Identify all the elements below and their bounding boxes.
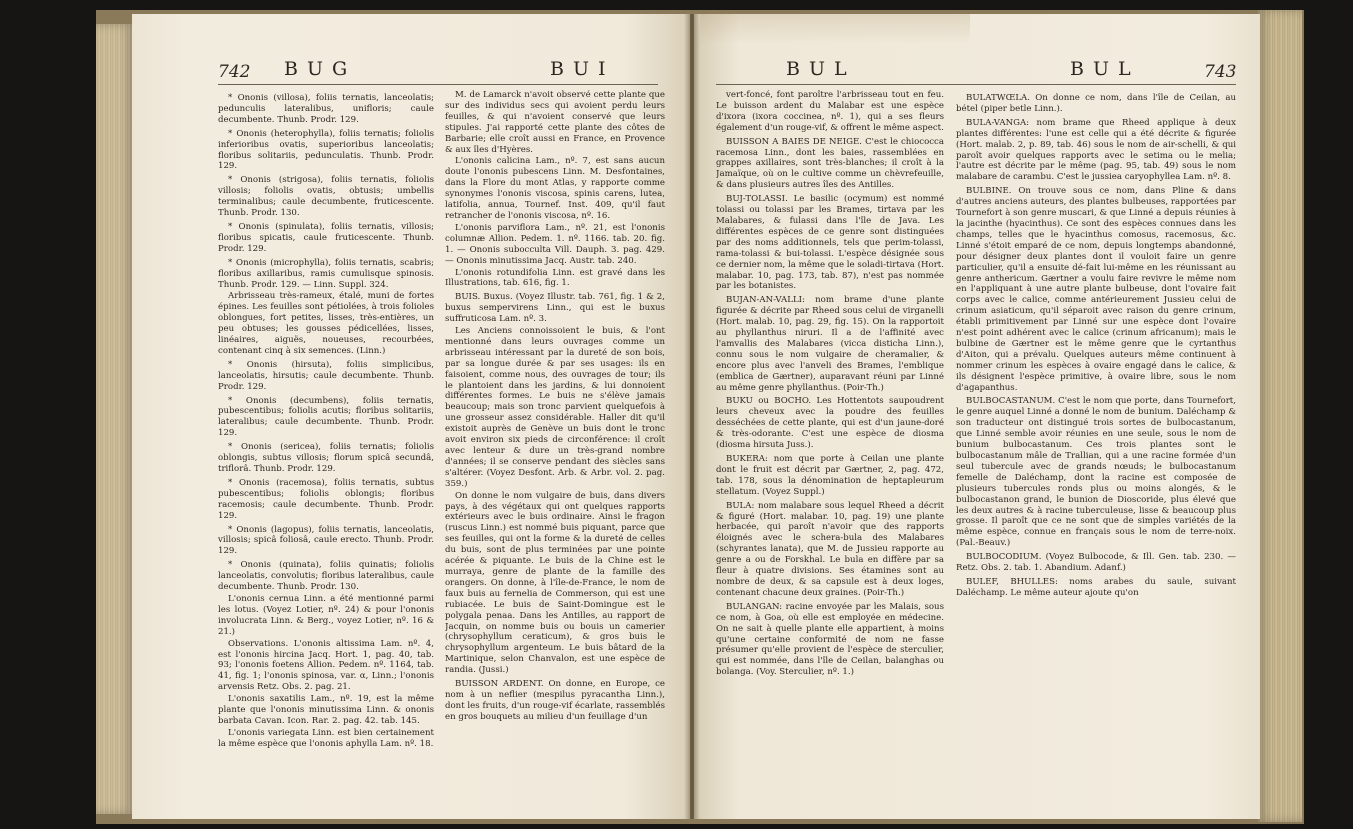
- book-gutter: [684, 14, 700, 819]
- left-page-column-2: [445, 90, 665, 815]
- paragraph: L'ononis saxatilis Lam., nº. 19, est la même plante que l'ononis minutissima Linn. & ononis barbata Cavan. Icon. Rar. 2. pag. 42. tab. 145.: [218, 694, 434, 726]
- paragraph: BULA: nom malabare sous lequel Rheed a décrit & figuré (Hort. malabar. 10, pag. 19) une plante herbacée, qui paroît n'avoir que des rapports éloignés avec le schera-bula des Malabares (schyrantes lanata), que M. de Jussieu rapporte au genre a ou de Forskhal. Le bula en diffère par sa fleur à quatre divisions. Ses étamines sont au nombre de deux, & sa capsule est à deux loges, contenant chacune deux graines. (Poir-Th.): [716, 500, 944, 598]
- paragraph: BULANGAN: racine envoyée par les Malais, sous ce nom, à Goa, où elle est employée en médecine. On ne sait à quelle plante elle appartient, à moins qu'une certaine conformité de nom ne fasse présumer qu'elle provient de l'espèce de sterculier, qui est nommée, dans l'île de Ceilan, balanghas ou bolanga. (Voy. Sterculier, nº. 1.): [716, 601, 944, 678]
- page-number-right: 743: [1204, 62, 1237, 82]
- paragraph: BUISSON ARDENT. On donne, en Europe, ce nom à un neflier (mespilus pyracantha Linn.), dont les fruits, d'un rouge-vif écarlate, rassemblés en gros bouquets au milieu d'un feuillage d'un: [445, 679, 665, 722]
- paragraph: Observations. L'ononis altissima Lam. nº. 4, est l'ononis hircina Jacq. Hort. 1, pag. 40, tab. 93; l'ononis foetens Allion. Pedem. nº. 1164, tab. 41, fig. 1; l'ononis spinosa, var. α, Linn.; l'ononis arvensis Retz. Obs. 2. pag. 21.: [218, 638, 434, 693]
- paragraph: * Ononis (spinulata), foliis ternatis, villosis; floribus spicatis, caule fruticescente. Thunb. Prodr. 129.: [218, 221, 434, 254]
- left-page-column-1: [218, 90, 434, 815]
- header-rule-right: [716, 84, 1236, 85]
- paragraph: BULEF, BHULLES: noms arabes du saule, suivant Daléchamp. Le même auteur ajoute qu'on: [956, 576, 1236, 598]
- running-header-left: BUG: [284, 58, 357, 80]
- right-page: [694, 14, 1260, 819]
- paragraph: BULBINE. On trouve sous ce nom, dans Pline & dans d'autres anciens auteurs, des plantes bulbeuses, rapportées par Tournefort à son genre muscari, & que Linné a depuis réunies à la jacinthe (hyacinthus). Ce sont des espèces connues dans les champs, telles que le hyacinthus comosus, racemosus, &c. Linné s'étoit emparé de ce nom, depuis longtemps abandonné, pour désigner deux plantes dont il vouloit faire un genre particulier, qu'il a ensuite dé-fait lui-même en les réunissant au genre anthericum. Gærtner a voulu faire revivre le même nom en l'appliquant à une autre plante bulbeuse, dont l'ovaire fait corps avec le calice, comme antérieurement Jussieu celui de crinum asiaticum, qu'il séparoit avec raison du genre crinum, établi primitivement par Linné sur une espèce dont l'ovaire n'est point adhérent avec le calice (crinum africanum); mais le bulbine de Gærtner est le même genre que le cyrtanthus d'Aiton, qui a prévalu. Quelques auteurs même continuent à nommer crinum les espèces à ovaire engagé dans le calice, & ils désignent l'espèce primitive, à ovaire libre, sous le nom d'agapanthus.: [956, 186, 1236, 393]
- paragraph: BUISSON A BAIES DE NEIGE. C'est le chiococca racemosa Linn., dont les baies, rassemblées en grappes axillaires, sont très-blanches; il croît à la Jamaïque, où on le cultive comme un chèvrefeuille, & dans plusieurs autres îles des Antilles.: [716, 136, 944, 191]
- right-page-column-2: [956, 90, 1236, 815]
- paragraph: vert-foncé, font paroître l'arbrisseau tout en feu. Le buisson ardent du Malabar est une espèce d'ixora (ixora coccinea, nº. 1), qui a ses fleurs également d'un rouge-vif, & offrent le même aspect.: [716, 90, 944, 133]
- paragraph: L'ononis cernua Linn. a été mentionné parmi les lotus. (Voyez Lotier, nº. 24) & pour l'ononis involucrata Linn. & Berg., voyez Lotier, nº. 16 & 21.): [218, 593, 434, 637]
- paragraph: BULA-VANGA: nom brame que Rheed applique à deux plantes différentes: l'une est celle qui a été décrite & figurée (Hort. malab. 2, p. 89, tab. 46) sous le nom de air-schelli, & qui paroît avoir quelques rapports avec le setima ou le melia; l'autre est décrite par le même (pag. 95, tab. 49) sous le nom malabare de carambu. C'est le jussiea caryophyllea Lam. nº. 8.: [956, 117, 1236, 183]
- paragraph: L'ononis variegata Linn. est bien certainement la même espèce que l'ononis aphylla Lam. nº. 18.: [218, 727, 434, 749]
- paragraph: * Ononis (strigosa), foliis ternatis, foliolis villosis; foliolis ovatis, obtusis; umbellis terminalibus; caule decumbente, fruticescente. Thunb. Prodr. 130.: [218, 175, 434, 219]
- paragraph: * Ononis (hirsuta), foliis simplicibus, lanceolatis, hirsutis; caule decumbente. Thunb. Prodr. 129.: [218, 359, 434, 392]
- paragraph: BUJAN-AN-VALLI: nom brame d'une plante figurée & décrite par Rheed sous celui de virganelli (Hort. malab. 10, pag. 29, fig. 15). On la rapportoit au phyllanthus niruri. Il a de l'affinité avec l'amvallis des Malabares (vicca disticha Linn.), connu sous le nom vulgaire de cheramalier, & encore plus avec l'anveli des Brames, l'emblique (emblica de Gærtner), auparavant réuni par Linné au même genre phyllanthus. (Poir-Th.): [716, 295, 944, 393]
- paragraph: * Ononis (quinata), foliis quinatis; foliolis lanceolatis, convolutis; floribus lateralibus, caule decumbente. Thunb. Prodr. 130.: [218, 560, 434, 593]
- left-page: [132, 14, 690, 819]
- paragraph: * Ononis (racemosa), foliis ternatis, subtus pubescentibus; foliolis oblongis; floribus racemosis; caule decumbente. Thunb. Prodr. 129.: [218, 477, 434, 521]
- page-edges-right: [1258, 10, 1302, 822]
- paragraph: BUJ-TOLASSI. Le basilic (ocymum) est nommé tolassi ou tolassi par les Brames, tirtava par les Malabares, & fulassi dans l'île de Java. Les différentes espèces de ce genre sont distinguées par des noms additionnels, tels que perim-tolassi, rama-tolassi & bui-tolassi. L'espèce désignée sous ce dernier nom, la même que le soladi-tirtava (Hort. malabar. 10, pag. 173, tab. 87), n'est pas nommée par les botanistes.: [716, 194, 944, 292]
- paragraph: * Ononis (decumbens), foliis ternatis, pubescentibus; foliolis acutis; floribus solitariis, lateralibus; caule decumbente. Thunb. Prodr. 129.: [218, 395, 434, 439]
- paragraph: M. de Lamarck n'avoit observé cette plante que sur des individus secs qui avoient perdu leurs feuilles, & qui n'avoient conservé que leurs stipules. J'ai rapporté cette plante des côtes de Barbarie; elle croît aussi en France, en Provence & aux îles d'Hyères.: [445, 90, 665, 155]
- paragraph: BULBOCODIUM. (Voyez Bulbocode, & Ill. Gen. tab. 230. — Retz. Obs. 2. tab. 1. Abandium. Adanf.): [956, 552, 1236, 574]
- running-header-right-b: BUL: [1070, 58, 1140, 80]
- paragraph: * Ononis (sericea), foliis ternatis; foliolis oblongis, subtus villosis; florum spicâ secundâ, triflorâ. Thunb. Prodr. 129.: [218, 442, 434, 474]
- paragraph: BULBOCASTANUM. C'est le nom que porte, dans Tournefort, le genre auquel Linné a donné le nom de bunium. Daléchamp & son traducteur ont distingué trois sortes de bulbocastanum, que Linné semble avoir réunies en une seule, sous le nom de bunium bulbocastanum. Ces trois plantes sont le bulbocastanum mâle de Trallian, qui a une racine formée d'un seul tubercule avec de grands nœuds; le bulbocastanum femelle de Daléchamp, dont la racine est composée de plusieurs tubercules ronds plus ou moins alongés, & le bulbocastanon grand, le bunion de Dioscoride, plus élevé que les deux autres & à racine tuberculeuse, lisse & beaucoup plus grosse. Il paroît que ce ne sont que de simples variétés de la même espèce, connue en français sous le nom de terre-noix. (Pal.-Beauv.): [956, 396, 1236, 549]
- paragraph: * Ononis (villosa), foliis ternatis, lanceolatis; pedunculis lateralibus, unifloris; caule decumbente. Thunb. Prodr. 129.: [218, 93, 434, 125]
- paragraph: BULATWŒLA. On donne ce nom, dans l'île de Ceilan, au bétel (piper betle Linn.).: [956, 93, 1236, 114]
- page-edges-left: [96, 24, 134, 814]
- header-rule-left: [218, 84, 658, 85]
- paragraph: L'ononis calicina Lam., nº. 7, est sans aucun doute l'ononis pubescens Linn. M. Desfontaines, dans la Flore du mont Atlas, y rapporte comme synonymes l'ononis viscosa, spinis carens, lutea, latifolia, annua, Tournef. Inst. 409, qu'il faut retrancher de l'ononis viscosa, nº. 16.: [445, 156, 665, 221]
- paragraph: BUIS. Buxus. (Voyez Illustr. tab. 761, fig. 1 & 2, buxus sempervirens Linn., qui est le buxus suffruticosa Lam. nº. 3.: [445, 292, 665, 325]
- running-header-right-a: BUL: [786, 58, 856, 80]
- paragraph: Les Anciens connoissoient le buis, & l'ont mentionné dans leurs ouvrages comme un arbrisseau intéressant par la dureté de son bois, par sa longue durée & par ses usages: ils en faisoient, comme nous, des ouvrages de tour; ils le plantoient dans les jardins, & lui donnoient différentes formes. Le buis ne s'élève jamais beaucoup; mais son tronc parvient quelquefois à une grosseur assez considérable. Haller dit qu'il existoit auprès de Genève un buis dont le tronc avoit environ six pieds de circonférence: il croît avec lenteur & dure un très-grand nombre d'années; il se conserve pendant des siècles sans s'altérer. (Voyez Desfont. Arb. & Arbr. vol. 2. pag. 359.): [445, 326, 665, 489]
- page-number-left: 742: [218, 62, 251, 82]
- paragraph: * Ononis (heterophylla), foliis ternatis; foliolis inferioribus ovatis, superioribus lanceolatis; floribus solitariis, pedunculatis. Thunb. Prodr. 129.: [218, 128, 434, 172]
- paragraph: * Ononis (lagopus), foliis ternatis, lanceolatis, villosis; spicâ foliosâ, caule erecto. Thunb. Prodr. 129.: [218, 524, 434, 557]
- page-stain: [700, 14, 970, 44]
- paragraph: * Ononis (microphylla), foliis ternatis, scabris; floribus axillaribus, ramis cumulisque spinosis. Thunb. Prodr. 129. — Linn. Suppl. 324.: [218, 257, 434, 290]
- running-header-center: BUI: [550, 58, 615, 80]
- paragraph: BUKERA: nom que porte à Ceilan une plante dont le fruit est décrit par Gærtner, 2, pag. 472, tab. 178, sous la dénomination de heptapleurum stellatum. (Voyez Suppl.): [716, 454, 944, 497]
- right-page-column-1: [716, 90, 944, 815]
- paragraph: Arbrisseau très-rameux, étalé, muni de fortes épines. Les feuilles sont pétiolées, à trois folioles oblongues, fort petites, lisses, très-entières, un peu obtuses; les gousses pédicellées, lisses, linéaires, aiguës, noueuses, recourbées, contenant cinq à six semences. (Linn.): [218, 291, 434, 356]
- paragraph: On donne le nom vulgaire de buis, dans divers pays, à des végétaux qui ont quelques rapports extérieurs avec le buis ordinaire. Ainsi le fragon (ruscus Linn.) est nommé buis piquant, parce que ses feuilles, qui ont la forme & la dureté de celles du buis, sont de plus terminées par une pointe acérée & piquante. Le buis de la Chine est le murraya, genre de plante de la famille des orangers. On donne, à l'île-de-France, le nom de faux buis au fernelia de Commerson, qui est une rubiacée. Le buis de Saint-Domingue est le polygala penaa. Dans les Antilles, au rapport de Jacquin, on nomme buis ou bouis un camerier (chrysophyllum ceraticum), & gros buis le chrysophyllum argenteum. Le buis bâtard de la Martinique, selon Chanvalon, est une espèce de randia. (Jussi.): [445, 490, 665, 676]
- paragraph: BUKU ou BOCHO. Les Hottentots saupoudrent leurs cheveux avec la poudre des feuilles desséchées de cette plante, qui est d'un jaune-doré & très-odorante. C'est une espèce de diosma (diosma hirsuta Juss.).: [716, 396, 944, 451]
- paragraph: L'ononis parviflora Lam., nº. 21, est l'ononis columnæ Allion. Pedem. 1. nº. 1166. tab. 20. fig. 1. — Ononis subocculta Vill. Dauph. 3. pag. 429. — Ononis minutissima Jacq. Austr. tab. 240.: [445, 222, 665, 266]
- paragraph: L'ononis rotundifolia Linn. est gravé dans les Illustrations, tab. 616, fig. 1.: [445, 267, 665, 289]
